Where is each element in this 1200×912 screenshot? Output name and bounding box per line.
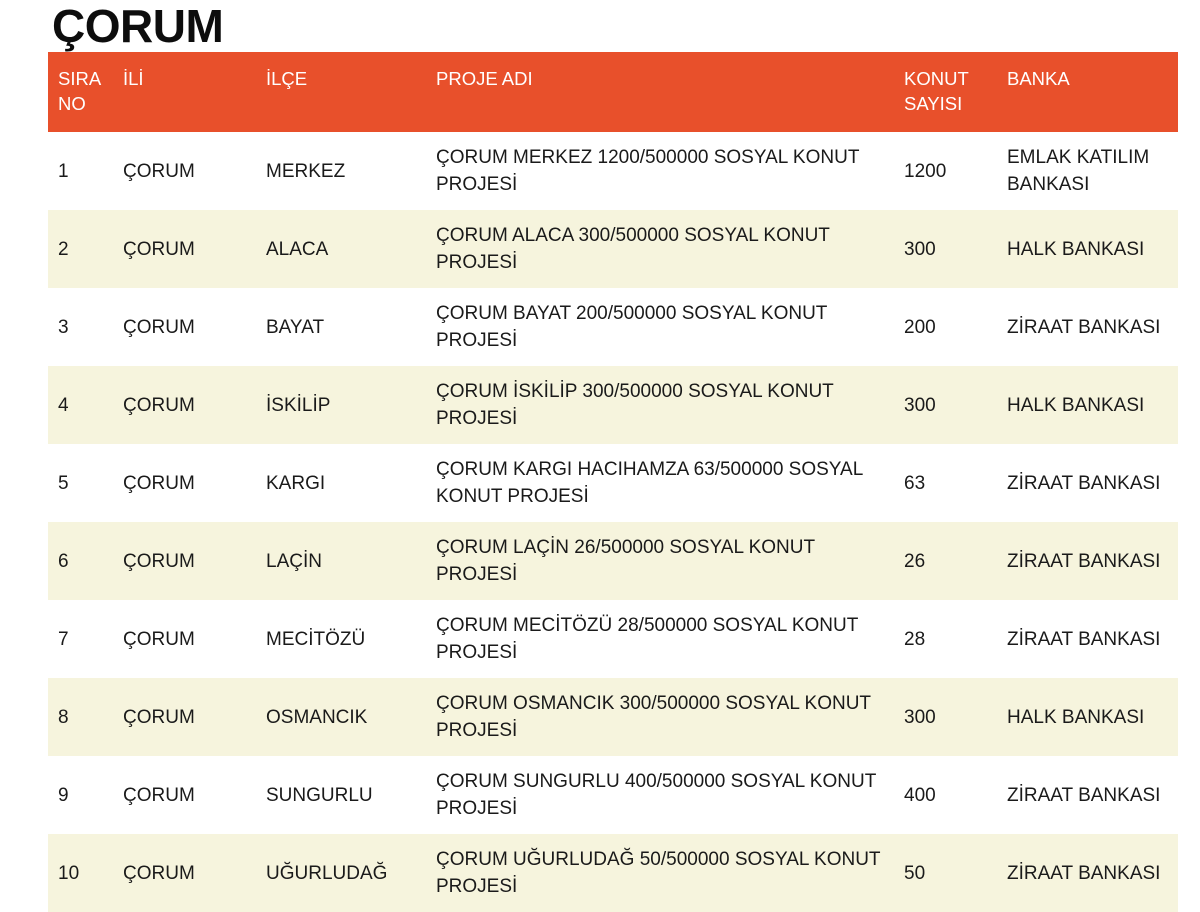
cell-proje-adi: ÇORUM OSMANCIK 300/500000 SOSYAL KONUT PROJESİ bbox=[426, 678, 894, 756]
cell-sira-no: 3 bbox=[48, 288, 113, 366]
cell-proje-adi: ÇORUM MECİTÖZÜ 28/500000 SOSYAL KONUT PROJESİ bbox=[426, 600, 894, 678]
table-row bbox=[48, 834, 1178, 912]
cell-ilce: KARGI bbox=[256, 444, 426, 522]
table-header bbox=[48, 52, 1178, 132]
column-header-il: İLİ bbox=[113, 52, 256, 132]
column-header-konut-sayisi: KONUT SAYISI bbox=[894, 52, 997, 132]
cell-ilce: İSKİLİP bbox=[256, 366, 426, 444]
cell-proje-adi: ÇORUM KARGI HACIHAMZA 63/500000 SOSYAL KONUT PROJESİ bbox=[426, 444, 894, 522]
cell-sira-no: 4 bbox=[48, 366, 113, 444]
table-row bbox=[48, 444, 1178, 522]
cell-banka: HALK BANKASI bbox=[997, 210, 1178, 288]
cell-proje-adi: ÇORUM LAÇİN 26/500000 SOSYAL KONUT PROJESİ bbox=[426, 522, 894, 600]
housing-projects-table bbox=[48, 52, 1178, 912]
column-header-sira-no: SIRA NO bbox=[48, 52, 113, 132]
table-row bbox=[48, 600, 1178, 678]
cell-ilce: OSMANCIK bbox=[256, 678, 426, 756]
table-row bbox=[48, 522, 1178, 600]
cell-ilce: MERKEZ bbox=[256, 132, 426, 210]
cell-banka: ZİRAAT BANKASI bbox=[997, 522, 1178, 600]
cell-ilce: LAÇİN bbox=[256, 522, 426, 600]
cell-sira-no: 1 bbox=[48, 132, 113, 210]
cell-sira-no: 10 bbox=[48, 834, 113, 912]
cell-konut-sayisi: 300 bbox=[894, 366, 997, 444]
cell-ilce: SUNGURLU bbox=[256, 756, 426, 834]
cell-sira-no: 7 bbox=[48, 600, 113, 678]
cell-konut-sayisi: 300 bbox=[894, 678, 997, 756]
cell-il: ÇORUM bbox=[113, 678, 256, 756]
cell-konut-sayisi: 26 bbox=[894, 522, 997, 600]
cell-konut-sayisi: 50 bbox=[894, 834, 997, 912]
cell-il: ÇORUM bbox=[113, 522, 256, 600]
cell-ilce: BAYAT bbox=[256, 288, 426, 366]
cell-ilce: ALACA bbox=[256, 210, 426, 288]
cell-sira-no: 6 bbox=[48, 522, 113, 600]
cell-ilce: UĞURLUDAĞ bbox=[256, 834, 426, 912]
table-row bbox=[48, 678, 1178, 756]
cell-sira-no: 2 bbox=[48, 210, 113, 288]
cell-banka: ZİRAAT BANKASI bbox=[997, 600, 1178, 678]
table-row bbox=[48, 210, 1178, 288]
cell-il: ÇORUM bbox=[113, 210, 256, 288]
page-title: ÇORUM bbox=[52, 0, 224, 52]
cell-il: ÇORUM bbox=[113, 132, 256, 210]
cell-sira-no: 8 bbox=[48, 678, 113, 756]
cell-sira-no: 9 bbox=[48, 756, 113, 834]
cell-sira-no: 5 bbox=[48, 444, 113, 522]
cell-banka: ZİRAAT BANKASI bbox=[997, 288, 1178, 366]
cell-il: ÇORUM bbox=[113, 288, 256, 366]
cell-ilce: MECİTÖZÜ bbox=[256, 600, 426, 678]
cell-banka: HALK BANKASI bbox=[997, 366, 1178, 444]
table-row bbox=[48, 132, 1178, 210]
table-header-row bbox=[48, 52, 1178, 132]
cell-konut-sayisi: 1200 bbox=[894, 132, 997, 210]
table-body bbox=[48, 132, 1178, 912]
cell-il: ÇORUM bbox=[113, 756, 256, 834]
cell-banka: ZİRAAT BANKASI bbox=[997, 444, 1178, 522]
column-header-banka: BANKA bbox=[997, 52, 1178, 132]
cell-banka: ZİRAAT BANKASI bbox=[997, 834, 1178, 912]
cell-banka: ZİRAAT BANKASI bbox=[997, 756, 1178, 834]
cell-banka: EMLAK KATILIM BANKASI bbox=[997, 132, 1178, 210]
table-row bbox=[48, 366, 1178, 444]
cell-banka: HALK BANKASI bbox=[997, 678, 1178, 756]
cell-il: ÇORUM bbox=[113, 834, 256, 912]
cell-proje-adi: ÇORUM İSKİLİP 300/500000 SOSYAL KONUT PROJESİ bbox=[426, 366, 894, 444]
cell-konut-sayisi: 28 bbox=[894, 600, 997, 678]
cell-proje-adi: ÇORUM MERKEZ 1200/500000 SOSYAL KONUT PROJESİ bbox=[426, 132, 894, 210]
table-row bbox=[48, 288, 1178, 366]
column-header-proje-adi: PROJE ADI bbox=[426, 52, 894, 132]
cell-il: ÇORUM bbox=[113, 366, 256, 444]
cell-konut-sayisi: 400 bbox=[894, 756, 997, 834]
cell-proje-adi: ÇORUM BAYAT 200/500000 SOSYAL KONUT PROJESİ bbox=[426, 288, 894, 366]
column-header-ilce: İLÇE bbox=[256, 52, 426, 132]
table-row bbox=[48, 756, 1178, 834]
cell-il: ÇORUM bbox=[113, 600, 256, 678]
cell-konut-sayisi: 300 bbox=[894, 210, 997, 288]
cell-il: ÇORUM bbox=[113, 444, 256, 522]
cell-proje-adi: ÇORUM SUNGURLU 400/500000 SOSYAL KONUT PROJESİ bbox=[426, 756, 894, 834]
cell-konut-sayisi: 200 bbox=[894, 288, 997, 366]
cell-proje-adi: ÇORUM UĞURLUDAĞ 50/500000 SOSYAL KONUT PROJESİ bbox=[426, 834, 894, 912]
cell-konut-sayisi: 63 bbox=[894, 444, 997, 522]
cell-proje-adi: ÇORUM ALACA 300/500000 SOSYAL KONUT PROJESİ bbox=[426, 210, 894, 288]
